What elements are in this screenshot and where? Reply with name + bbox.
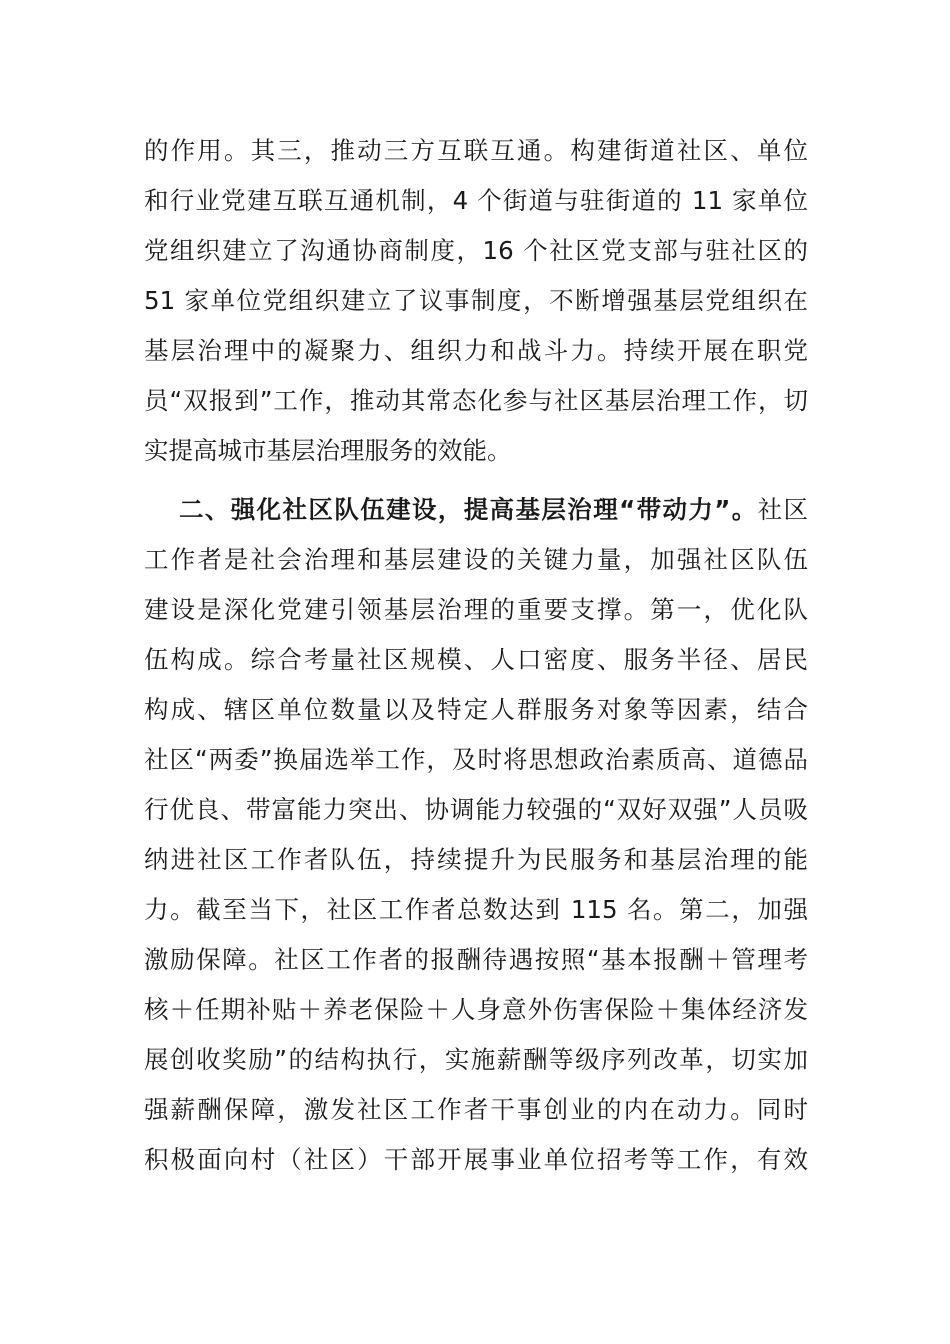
text-line: 实提高城市基层治理服务的效能。 (144, 436, 512, 465)
text-line: 和行业党建互联互通机制，4 个街道与驻街道的 11 家单位 (144, 186, 808, 215)
text-line: 伍构成。综合考量社区规模、人口密度、服务半径、居民 (144, 645, 808, 674)
text-line: 基层治理中的凝聚力、组织力和战斗力。持续开展在职党 (144, 336, 808, 365)
text-line: 构成、辖区单位数量以及特定人群服务对象等因素，结合 (144, 695, 808, 724)
text-line (144, 485, 808, 535)
text-line: 的作用。其三，推动三方互联互通。构建街道社区、单位 (144, 136, 808, 165)
paragraph (144, 126, 808, 476)
text-line: 建设是深化党建引领基层治理的重要支撑。第一，优化队 (144, 595, 808, 624)
text-line: 展创收奖励”的结构执行，实施薪酬等级序列改革，切实加 (144, 1045, 808, 1074)
text-run: 社区 (757, 495, 808, 524)
text-line: 积极面向村（社区）干部开展事业单位招考等工作，有效 (144, 1145, 808, 1174)
paragraph (144, 485, 808, 1185)
text-line: 核＋任期补贴＋养老保险＋人身意外伤害保险＋集体经济发 (144, 995, 808, 1024)
section-heading: 二、强化社区队伍建设，提高基层治理“带动力”。 (179, 495, 758, 524)
text-line: 力。截至当下，社区工作者总数达到 115 名。第二，加强 (144, 895, 808, 924)
text-line: 社区“两委”换届选举工作，及时将思想政治素质高、道德品 (144, 745, 808, 774)
text-line: 纳进社区工作者队伍，持续提升为民服务和基层治理的能 (144, 845, 808, 874)
text-line: 激励保障。社区工作者的报酬待遇按照“基本报酬＋管理考 (144, 945, 808, 974)
text-line: 员“双报到”工作，推动其常态化参与社区基层治理工作，切 (144, 386, 808, 415)
text-line: 工作者是社会治理和基层建设的关键力量，加强社区队伍 (144, 545, 808, 574)
text-line: 行优良、带富能力突出、协调能力较强的“双好双强”人员吸 (144, 795, 808, 824)
paragraph-gap (144, 476, 808, 485)
text-line: 强薪酬保障，激发社区工作者干事创业的内在动力。同时 (144, 1095, 808, 1124)
text-line: 51 家单位党组织建立了议事制度，不断增强基层党组织在 (144, 286, 808, 315)
document-body (144, 126, 808, 1185)
text-line: 党组织建立了沟通协商制度，16 个社区党支部与驻社区的 (144, 236, 808, 265)
